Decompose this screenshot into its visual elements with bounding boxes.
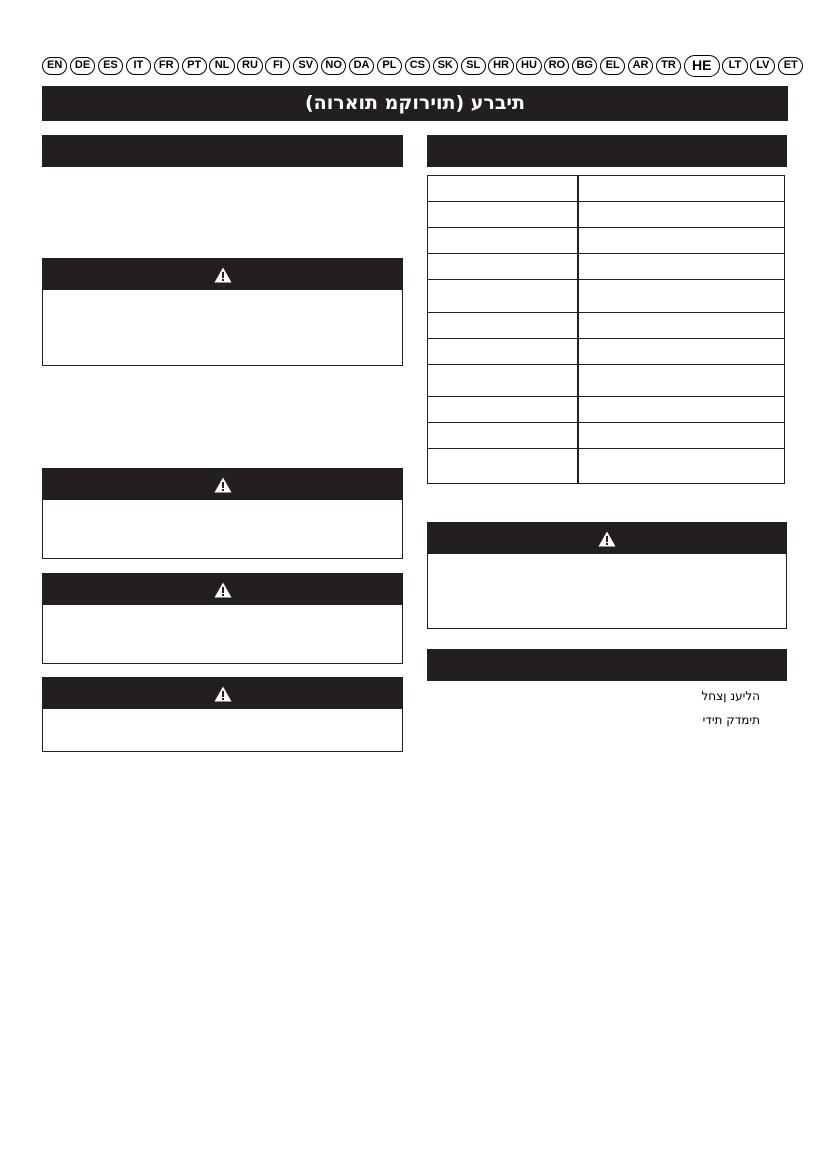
language-tab-sv: SV [293, 57, 318, 75]
warning-box-3 [42, 573, 403, 664]
warning-box-4 [42, 677, 403, 752]
section-header-specifications [427, 135, 787, 167]
table-row [428, 313, 784, 339]
warning-header [43, 574, 402, 605]
warning-triangle-icon [214, 686, 232, 702]
language-tab-en: EN [42, 57, 67, 75]
language-tab-tr: TR [656, 57, 681, 75]
contents-item-1: הליענ ןצחל [701, 689, 760, 703]
language-tab-ro: RO [544, 57, 569, 75]
specifications-table [427, 175, 785, 484]
language-tab-it: IT [126, 57, 151, 75]
language-tab-da: DA [349, 57, 374, 75]
language-tab-ru: RU [237, 57, 262, 75]
language-tab-nl: NL [209, 57, 234, 75]
warning-header [428, 523, 786, 554]
language-tab-hu: HU [516, 57, 541, 75]
warning-header [43, 259, 402, 290]
language-tab-bg: BG [572, 57, 597, 75]
language-tab-lv: LV [750, 57, 775, 75]
language-tab-el: EL [600, 57, 625, 75]
table-row [428, 365, 784, 397]
language-tab-cs: CS [405, 57, 430, 75]
table-row [428, 423, 784, 449]
language-tab-hr: HR [488, 57, 513, 75]
language-tab-ar: AR [628, 57, 653, 75]
page-title: תיברע (תוירוקמ תוארוה) [42, 86, 788, 121]
warning-triangle-icon [598, 531, 616, 547]
language-tab-es: ES [98, 57, 123, 75]
language-tab-fr: FR [154, 57, 179, 75]
table-row [428, 176, 784, 202]
language-tab-he: HE [684, 55, 720, 77]
language-tab-et: ET [778, 57, 803, 75]
warning-box-1 [42, 258, 403, 366]
language-tab-sk: SK [433, 57, 458, 75]
language-tab-pt: PT [182, 57, 207, 75]
language-selector [42, 55, 798, 77]
section-header-left [42, 135, 403, 167]
language-tab-pl: PL [377, 57, 402, 75]
language-tab-de: DE [70, 57, 95, 75]
warning-header [43, 678, 402, 709]
table-row [428, 397, 784, 423]
table-row [428, 339, 784, 365]
table-row [428, 228, 784, 254]
table-row [428, 449, 784, 482]
warning-triangle-icon [214, 267, 232, 283]
warning-triangle-icon [214, 582, 232, 598]
warning-triangle-icon [214, 477, 232, 493]
warning-box-2 [42, 468, 403, 559]
contents-item-2: תימדק תידי [702, 713, 760, 727]
table-row [428, 254, 784, 280]
table-row [428, 280, 784, 313]
section-header-contents [427, 649, 787, 681]
table-row [428, 202, 784, 228]
language-tab-no: NO [321, 57, 346, 75]
warning-box-5 [427, 522, 787, 629]
language-tab-lt: LT [722, 57, 747, 75]
language-tab-fi: FI [265, 57, 290, 75]
warning-header [43, 469, 402, 500]
language-tab-sl: SL [461, 57, 486, 75]
